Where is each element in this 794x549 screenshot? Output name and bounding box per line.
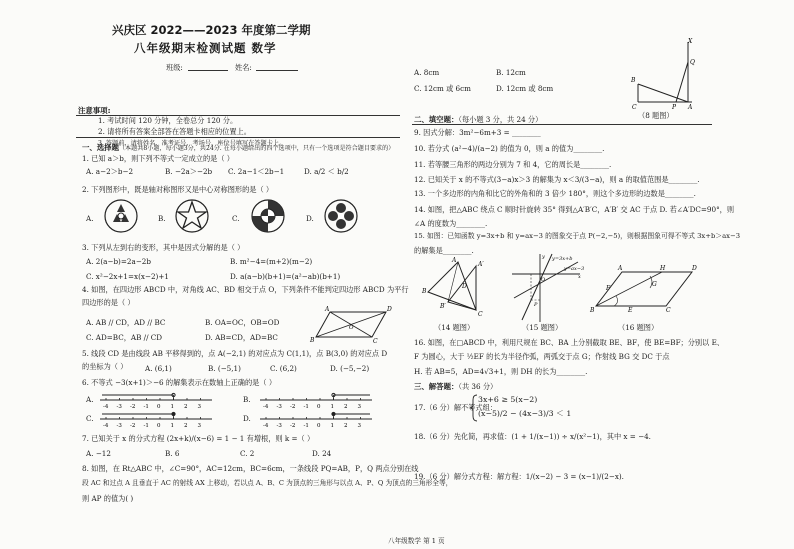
tick-label: 1 bbox=[170, 404, 174, 410]
q15-line2: 的解集是________. bbox=[414, 246, 474, 255]
tick-label: -1 bbox=[143, 423, 149, 429]
class-blank bbox=[188, 70, 228, 71]
q6-number-line-d bbox=[258, 411, 376, 429]
svg-text:y=3x+b: y=3x+b bbox=[552, 256, 573, 262]
section-3-head: 三、解答题： bbox=[414, 382, 459, 391]
q17-line1: 3x+6 ≥ 5(x−2) bbox=[478, 395, 538, 404]
tick-label: -2 bbox=[290, 404, 296, 410]
q7: 7. 已知关于 x 的分式方程 (2x+k)/(x−6) = 1 − 1 有增根，则 k =（ ） bbox=[82, 434, 315, 443]
svg-text:B′: B′ bbox=[440, 303, 446, 310]
q8-option-b: B. 12cm bbox=[496, 68, 526, 77]
tick-label: -1 bbox=[303, 423, 309, 429]
q14-figure bbox=[424, 258, 494, 322]
q16-line1: 16. 如图，在□ABCD 中，利用尺规在 BC、BA 上分别截取 BE、BF，使 BE=BF；分别以 E、 bbox=[414, 338, 725, 347]
svg-text:C: C bbox=[373, 338, 378, 345]
name-blank bbox=[256, 70, 298, 71]
q8-option-a: A. 8cm bbox=[414, 68, 440, 77]
tick-label: -3 bbox=[276, 404, 282, 410]
svg-text:C: C bbox=[632, 104, 637, 111]
exam-title: 兴庆区 2022——2023 年度第二学期 bbox=[112, 23, 311, 37]
tick-label: -2 bbox=[130, 404, 136, 410]
q3-option-b: B. m²−4=(m+2)(m−2) bbox=[230, 257, 313, 266]
tick-label: 2 bbox=[184, 404, 188, 410]
tick-label: -4 bbox=[103, 404, 109, 410]
q3: 3. 下列从左到右的变形，其中是因式分解的是（ ） bbox=[82, 243, 245, 252]
q2-figure-c bbox=[250, 198, 286, 234]
tick-label: -1 bbox=[143, 404, 149, 410]
q8-option-d: D. 12cm 或 8cm bbox=[496, 84, 554, 93]
q8-figure bbox=[628, 40, 698, 110]
q4-option-d: D. AB=CD，AD=BC bbox=[205, 333, 278, 342]
class-label: 班级: bbox=[166, 63, 183, 72]
tick-label: 1 bbox=[170, 423, 174, 429]
q18: 18.（6 分）先化简，再求值：(1 + 1/(x−1)) ÷ x/(x²−1)，其中 x = −4. bbox=[414, 432, 651, 441]
svg-text:B: B bbox=[310, 337, 315, 344]
svg-text:Q: Q bbox=[690, 59, 695, 66]
tick-label: 0 bbox=[317, 423, 321, 429]
q4-line1: 4. 如图，在四边形 ABCD 中，对角线 AC、BD 相交于点 O，下列条件不能判定四边形 ABCD 为平行 bbox=[82, 285, 409, 294]
q2-figure-b bbox=[174, 198, 210, 234]
svg-text:E: E bbox=[628, 307, 633, 314]
q4-line2: 四边形的是（ ） bbox=[82, 298, 135, 307]
q2-option-d: D. bbox=[306, 214, 314, 223]
exam-subtitle: 八年级期末检测试题 数学 bbox=[134, 41, 277, 55]
q1: 1. 已知 a＞b，则下列不等式一定成立的是（ ） bbox=[82, 154, 234, 163]
tick-label: 3 bbox=[357, 423, 361, 429]
tick-label: -2 bbox=[130, 423, 136, 429]
q6-number-line-c bbox=[98, 411, 216, 429]
q2-option-b: B. bbox=[158, 214, 166, 223]
q15-figure bbox=[512, 254, 584, 324]
svg-text:D: D bbox=[692, 265, 697, 272]
q3-option-a: A. 2(a−b)=2a−2b bbox=[86, 257, 151, 266]
svg-text:y=ax−3: y=ax−3 bbox=[564, 266, 585, 272]
q2-option-a: A. bbox=[86, 214, 94, 223]
q8-line1: 8. 如图，在 Rt△ABC 中，∠C=90°，AC=12cm，BC=6cm，一条线段 PQ=AB，P，Q 两点分别在线 bbox=[82, 464, 419, 473]
svg-text:A: A bbox=[688, 104, 693, 111]
svg-text:D: D bbox=[462, 283, 467, 290]
tick-label: -4 bbox=[263, 404, 269, 410]
svg-text:B: B bbox=[422, 288, 427, 295]
svg-text:B: B bbox=[590, 307, 595, 314]
svg-text:A: A bbox=[325, 306, 330, 313]
q8-line2: 段 AC 和过点 A 且垂直于 AC 的射线 AX 上移动，若以点 A、B、C 为顶点的三角形与以点 A、P、Q 为顶点的三角形全等， bbox=[82, 479, 453, 487]
q17-line2: (x−5)/2 − (4x−3)/3 ＜ 1 bbox=[478, 409, 572, 418]
q4-figure bbox=[312, 307, 392, 343]
q1-option-d: D. a/2 ＜ b/2 bbox=[304, 167, 349, 176]
section-1-desc: （本题共8小题，每小题3分，共24分. 在每小题给出的四个选项中，只有一个选项是符合题目要求的） bbox=[118, 145, 395, 152]
section-2-head: 二、填空题： bbox=[414, 115, 459, 124]
svg-text:A: A bbox=[452, 257, 457, 264]
note-3: 3. 答题前，请将姓名、准考证号、考场号、座位号填写在答题卡上。 bbox=[98, 140, 286, 147]
tick-label: -2 bbox=[290, 423, 296, 429]
q2-figure-a bbox=[103, 198, 139, 234]
q14-line2: ∠A 的度数为________. bbox=[414, 219, 488, 228]
divider bbox=[412, 124, 712, 125]
q4-option-b: B. OA=OC，OB=OD bbox=[205, 318, 280, 327]
q6-option-d: D. bbox=[243, 414, 251, 423]
tick-label: -4 bbox=[263, 423, 269, 429]
q19: 19.（6 分）解分式方程：解方程：1/(x−2) − 3 = (x−1)/(2−x). bbox=[414, 472, 624, 481]
section-1-head: 一、选择题 bbox=[82, 143, 119, 152]
svg-text:x: x bbox=[578, 274, 581, 280]
q6-number-line-b bbox=[258, 392, 376, 410]
svg-text:A′: A′ bbox=[478, 261, 484, 268]
q2-option-c: C. bbox=[232, 214, 240, 223]
note-1: 1. 考试时间 120 分钟，全卷总分 120 分。 bbox=[98, 116, 238, 125]
svg-text:F: F bbox=[606, 285, 611, 292]
tick-label: 3 bbox=[357, 404, 361, 410]
q13: 13. 一个多边形的内角和比它的外角和的 3 倍少 180°，则这个多边形的边数是________. bbox=[414, 189, 696, 198]
q16-line3: H. 若 AB=5，AD=4√3+1，则 DH 的长为________. bbox=[414, 367, 588, 376]
q5-line1: 5. 线段 CD 是由线段 AB 平移得到的，点 A(−2,1) 的对应点为 C(1,1)，点 B(3,0) 的对应点 D bbox=[82, 349, 388, 358]
svg-text:C: C bbox=[478, 311, 483, 318]
tick-label: -4 bbox=[103, 423, 109, 429]
q4-option-c: C. AD=BC，AB // CD bbox=[86, 333, 163, 342]
q6-number-line-a bbox=[98, 392, 216, 410]
q17: 17.（6 分）解不等式组： bbox=[414, 403, 497, 412]
tick-label: 3 bbox=[197, 404, 201, 410]
tick-label: 1 bbox=[330, 404, 334, 410]
q2: 2. 下列图形中，既是轴对称图形又是中心对称图形的是（ ） bbox=[82, 185, 274, 194]
q14-figure-caption: （14 题图） bbox=[434, 323, 475, 332]
q5-option-d: D. (−5,−2) bbox=[330, 364, 370, 373]
q15-figure-caption: （15 题图） bbox=[522, 323, 563, 332]
svg-text:P: P bbox=[534, 302, 538, 308]
tick-label: -3 bbox=[116, 423, 122, 429]
q7-option-d: D. 24 bbox=[312, 449, 332, 458]
tick-label: 0 bbox=[157, 423, 161, 429]
q16-figure bbox=[592, 262, 696, 314]
q14-line1: 14. 如图，把△ABC 绕点 C 顺时针旋转 35° 得到△A′B′C，A′B′ 交 AC 于点 D. 若∠A′DC=90°，则 bbox=[414, 205, 735, 214]
q7-option-c: C. 2 bbox=[240, 449, 255, 458]
q5-line2: 的坐标为（ ） bbox=[82, 362, 128, 371]
q1-option-b: B. −2a＞−2b bbox=[165, 167, 213, 176]
q1-option-c: C. 2a−1＜2b−1 bbox=[228, 167, 285, 176]
q9: 9. 因式分解：3m²−6m+3 = ________ bbox=[414, 128, 541, 137]
section-3-desc: （共 36 分） bbox=[458, 382, 498, 391]
q8-figure-caption: （8 题图） bbox=[638, 111, 674, 120]
q2-figure-d bbox=[323, 198, 359, 234]
svg-text:X: X bbox=[688, 38, 693, 45]
tick-label: 1 bbox=[330, 423, 334, 429]
q11: 11. 若等腰三角形的两边分别为 7 和 4，它的周长是________. bbox=[414, 160, 612, 169]
svg-text:C: C bbox=[666, 307, 671, 314]
q15-line1: 15. 如图：已知函数 y=3x+b 和 y=ax−3 的图象交于点 P(−2,−5)，则根据图象可得不等式 3x+b＞ax−3 bbox=[414, 232, 741, 240]
tick-label: -1 bbox=[303, 404, 309, 410]
svg-text:A: A bbox=[618, 265, 623, 272]
svg-text:P: P bbox=[672, 104, 677, 111]
svg-text:H: H bbox=[660, 265, 666, 272]
q16-line2: F 为圆心，大于 ½EF 的长为半径作弧，两弧交于点 G；作射线 BG 交 DC 于点 bbox=[414, 352, 670, 361]
svg-text:B: B bbox=[631, 77, 636, 84]
tick-label: 0 bbox=[157, 404, 161, 410]
q6-option-c: C. bbox=[86, 414, 94, 423]
q12: 12. 已知关于 x 的不等式(3−a)x＞3 的解集为 x＜3/(3−a)，则 a 的取值范围是________. bbox=[414, 175, 700, 184]
tick-label: 2 bbox=[344, 423, 348, 429]
q16-figure-caption: （16 题图） bbox=[618, 323, 659, 332]
q17-brace bbox=[470, 394, 478, 422]
q7-option-b: B. 6 bbox=[165, 449, 180, 458]
q3-option-c: C. x²−2x+1=x(x−2)+1 bbox=[86, 272, 169, 281]
svg-text:D: D bbox=[387, 306, 392, 313]
divider bbox=[76, 137, 400, 138]
tick-label: -3 bbox=[276, 423, 282, 429]
tick-label: 0 bbox=[317, 404, 321, 410]
q8-line3: 则 AP 的值为( ) bbox=[82, 494, 134, 503]
name-label: 姓名: bbox=[235, 63, 252, 72]
q5-option-a: A. (6,1) bbox=[145, 364, 172, 373]
notes-title: 注意事项: bbox=[78, 106, 111, 115]
tick-label: 3 bbox=[197, 423, 201, 429]
q10: 10. 若分式 (a²−4)/(a−2) 的值为 0，则 a 的值为________. bbox=[414, 144, 605, 153]
svg-text:O: O bbox=[349, 325, 354, 331]
q7-option-a: A. −12 bbox=[86, 449, 111, 458]
page-footer: 八年级数学 第 1 页 bbox=[388, 537, 445, 545]
q5-option-b: B. (−5,1) bbox=[208, 364, 241, 373]
tick-label: -3 bbox=[116, 404, 122, 410]
tick-label: 2 bbox=[184, 423, 188, 429]
q8-option-c: C. 12cm 或 6cm bbox=[414, 84, 471, 93]
q4-option-a: A. AB // CD，AD // BC bbox=[86, 318, 166, 327]
section-2-desc: （每小题 3 分，共 24 分） bbox=[458, 115, 543, 124]
note-2: 2. 请将所有答案全部答在答题卡相应的位置上。 bbox=[98, 127, 251, 136]
tick-label: 2 bbox=[344, 404, 348, 410]
svg-text:G: G bbox=[652, 281, 657, 288]
q6-option-b: B. bbox=[243, 395, 251, 404]
q3-option-d: D. a(a−b)(b+1)=(a²−ab)(b+1) bbox=[230, 272, 341, 281]
svg-text:y: y bbox=[542, 254, 545, 260]
svg-text:O: O bbox=[541, 277, 546, 283]
q6: 6. 不等式 −3(x+1)＞−6 的解集表示在数轴上正确的是（ ） bbox=[82, 378, 277, 387]
q5-option-c: C. (6,2) bbox=[270, 364, 297, 373]
q6-option-a: A. bbox=[86, 395, 94, 404]
q1-option-a: A. a−2＞b−2 bbox=[86, 167, 134, 176]
